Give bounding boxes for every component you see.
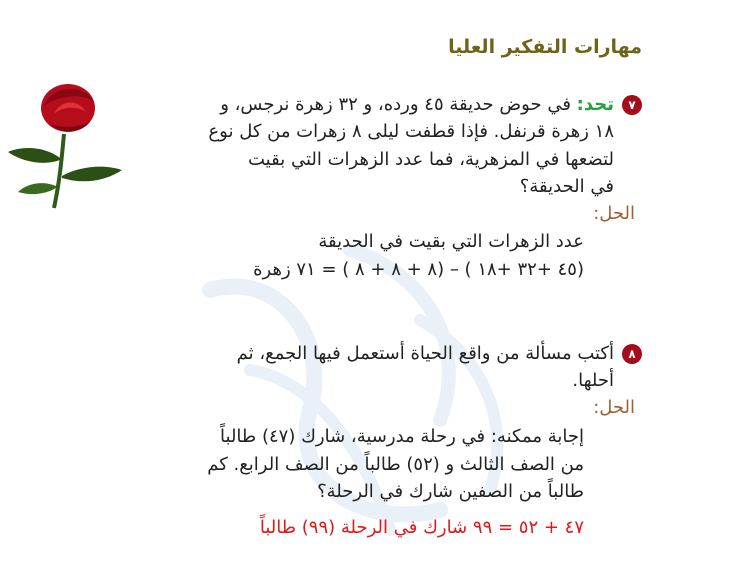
question-8-solution-label: الحل: bbox=[593, 397, 635, 418]
question-8-line-2: أحلها. bbox=[572, 370, 614, 391]
question-7-solution-label: الحل: bbox=[593, 203, 635, 224]
question-8-line-1: أكتب مسألة من واقع الحياة أستعمل فيها الجمع، ثم bbox=[236, 343, 614, 364]
question-7-solution-line-2: (٤٥ +٣٢ +١٨ ) – (٨ + ٨ + ٨ ) = ٧١ زهرة bbox=[253, 259, 584, 280]
question-7-text-1: في حوض حديقة ٤٥ ورده، و ٣٢ زهرة نرجس، و bbox=[220, 94, 571, 115]
question-8-answer-line-3: طالباً من الصفين شارك في الرحلة؟ bbox=[317, 481, 584, 502]
question-8-final-answer: ٤٧ + ٥٢ = ٩٩ شارك في الرحلة (٩٩) طالباً bbox=[259, 517, 584, 538]
question-7-line-2: ١٨ زهرة قرنفل. فإذا قطفت ليلى ٨ زهرات من كل نوع bbox=[208, 121, 614, 142]
question-8-number-badge: ٨ bbox=[622, 344, 642, 364]
challenge-label: تحد: bbox=[576, 94, 614, 115]
rose-image bbox=[4, 80, 126, 210]
question-7-line-3: لتضعها في المزهرية، فما عدد الزهرات التي بقيت bbox=[248, 149, 614, 170]
question-8-answer-line-1: إجابة ممكنه: في رحلة مدرسية، شارك (٤٧) طالباً bbox=[220, 426, 584, 447]
question-7-line-1 bbox=[220, 96, 614, 114]
question-8-answer-line-2: من الصف الثالث و (٥٢) طالباً من الصف الرابع. كم bbox=[207, 454, 584, 475]
question-7-solution-line-1: عدد الزهرات التي بقيت في الحديقة bbox=[318, 231, 584, 252]
question-7-number-badge: ٧ bbox=[622, 95, 642, 115]
question-7-line-4: في الحديقة؟ bbox=[519, 176, 614, 197]
page-title: مهارات التفكير العليا bbox=[448, 36, 642, 58]
